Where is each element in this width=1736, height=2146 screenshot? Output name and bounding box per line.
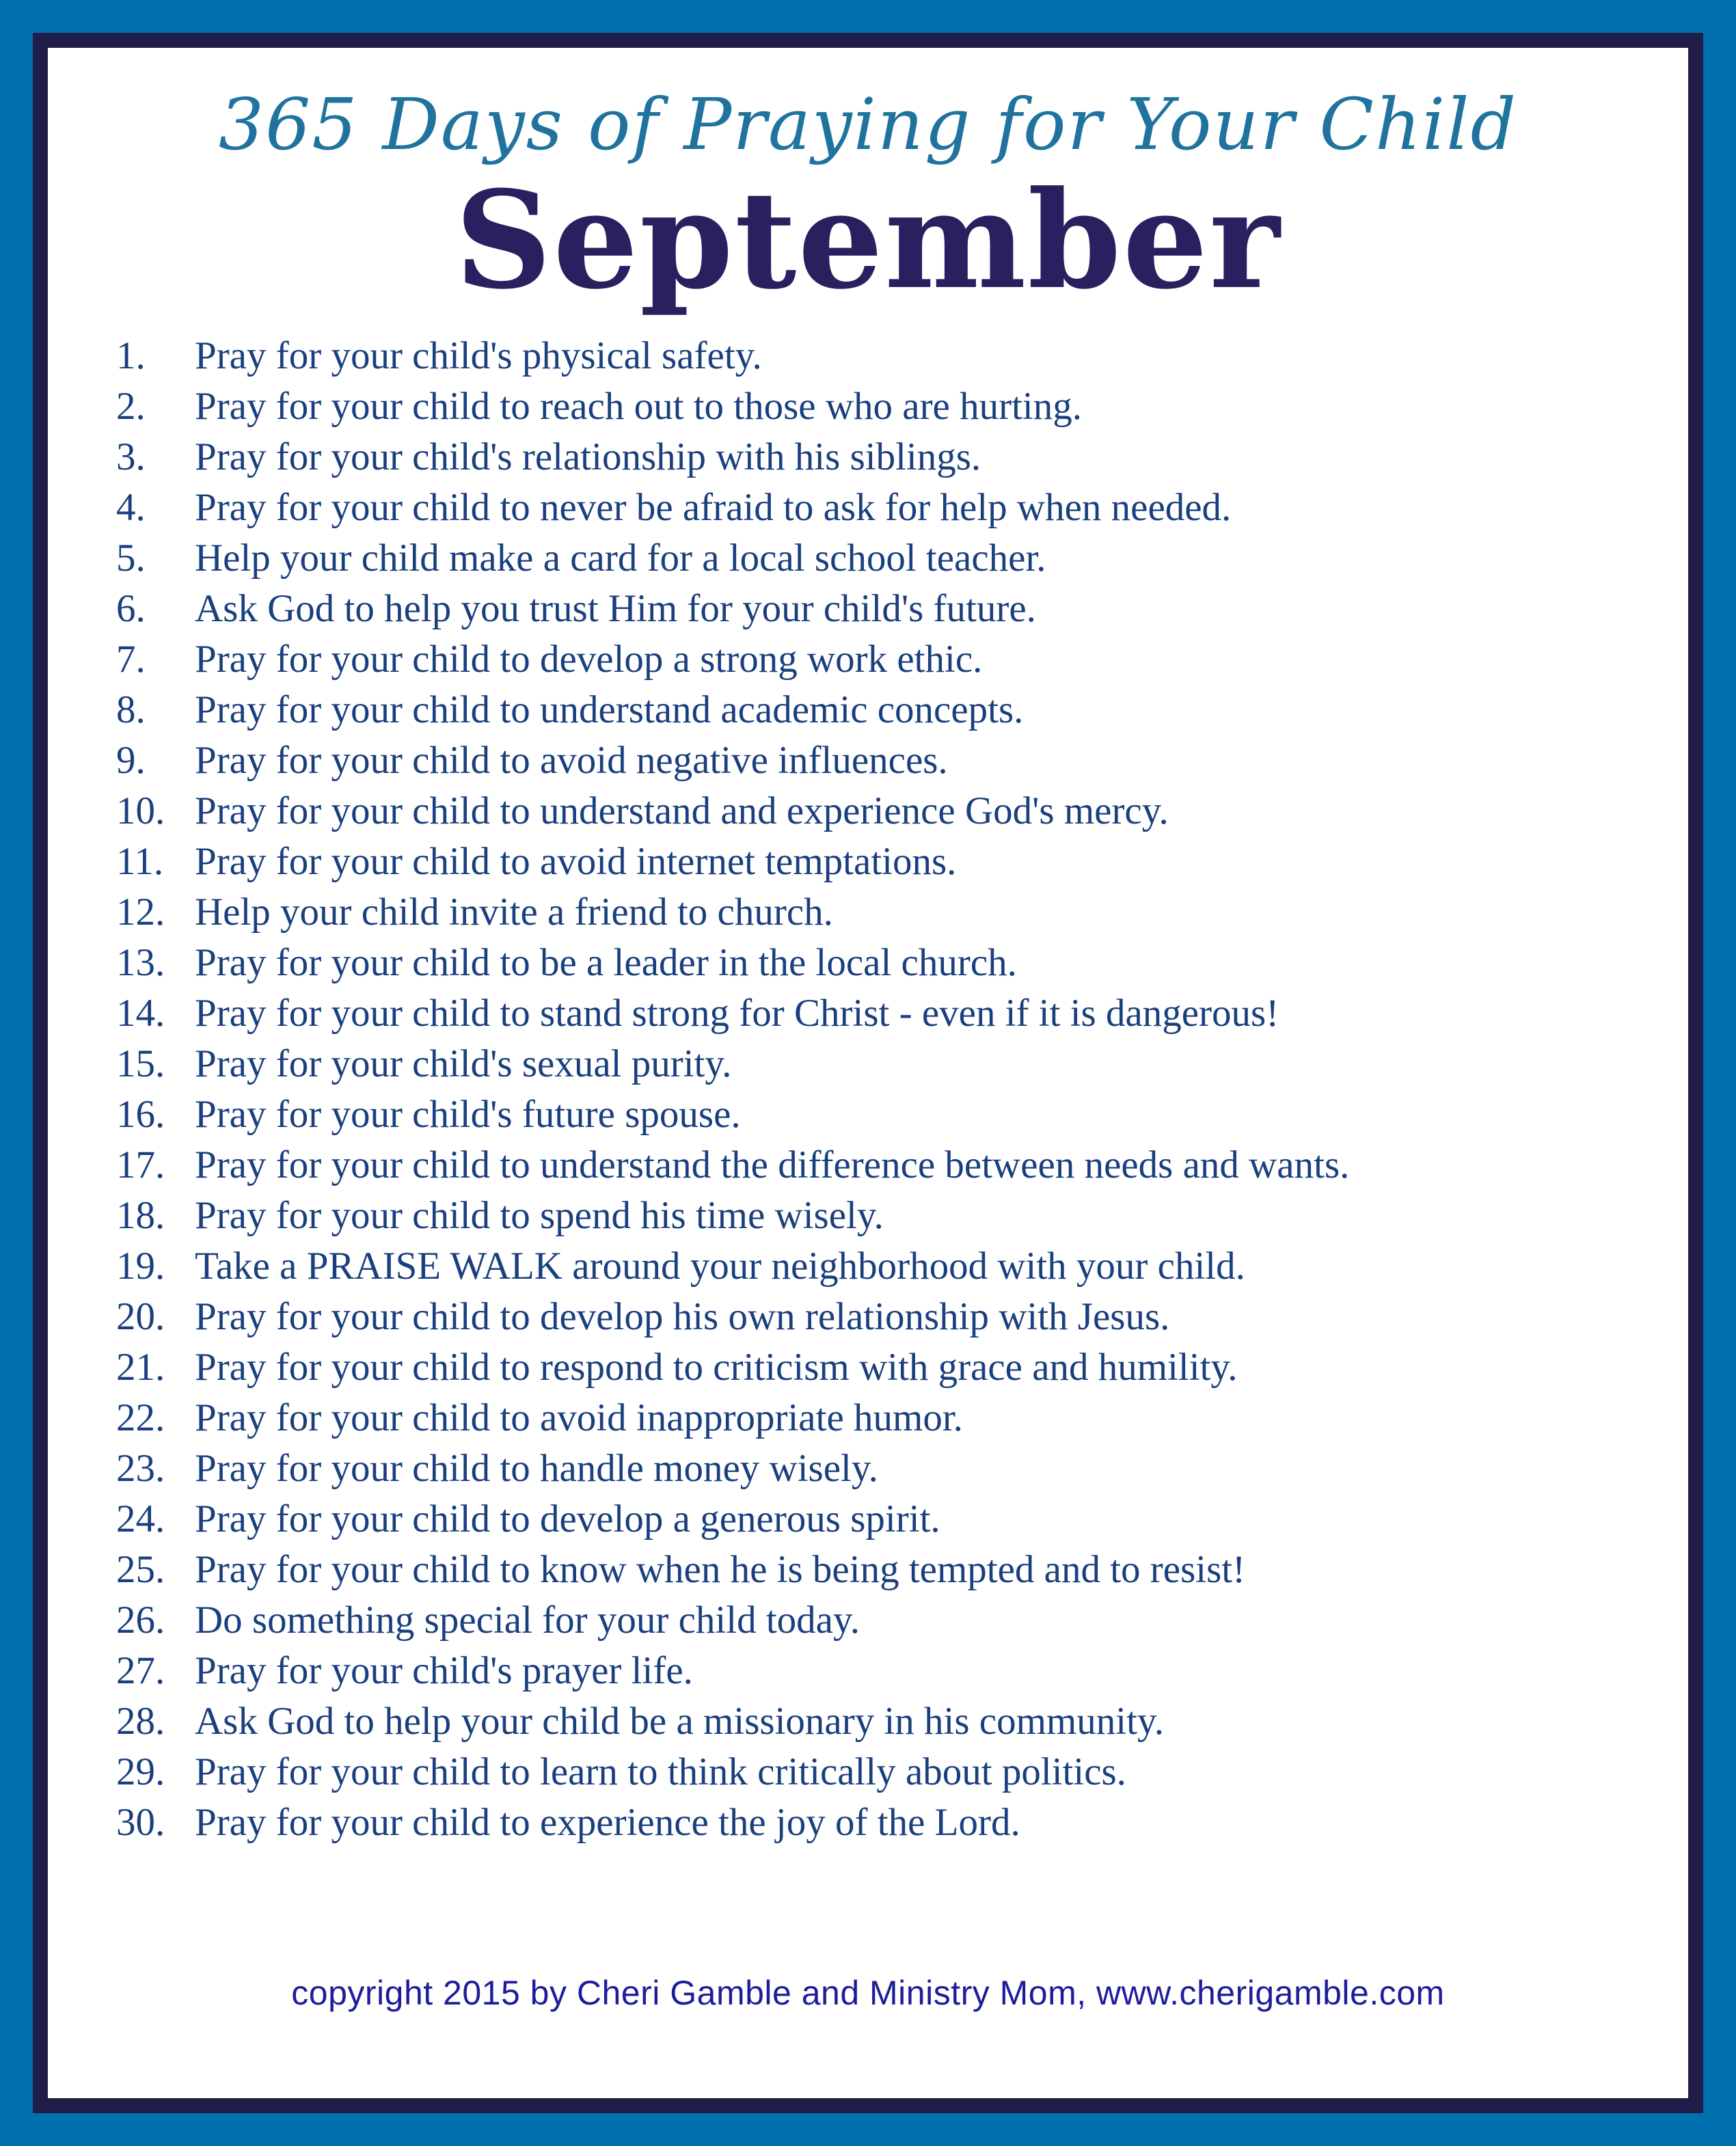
list-item-text: Pray for your child to handle money wisely. xyxy=(195,1447,878,1491)
list-item xyxy=(116,1292,1647,1342)
list-item-text: Pray for your child's sexual purity. xyxy=(195,1042,732,1086)
list-item-number: 1. xyxy=(116,334,146,378)
month-title: September xyxy=(455,162,1281,320)
list-item-number: 3. xyxy=(116,435,146,479)
list-item xyxy=(116,685,1647,735)
list-item xyxy=(116,1039,1647,1089)
list-item-number: 6. xyxy=(116,587,146,631)
list-item xyxy=(116,634,1647,685)
list-item xyxy=(116,786,1647,837)
list-item-text: Pray for your child to develop a strong work ethic. xyxy=(195,638,983,681)
series-title: 365 Days of Praying for Your Child xyxy=(218,83,1518,166)
list-item xyxy=(116,1443,1647,1494)
list-item-text: Pray for your child to stand strong for Christ - even if it is dangerous! xyxy=(195,992,1279,1035)
list-item xyxy=(116,381,1647,432)
list-item-number: 4. xyxy=(116,486,146,530)
list-item-text: Pray for your child to understand academic concepts. xyxy=(195,688,1024,732)
list-item xyxy=(116,1393,1647,1443)
list-item-number: 5. xyxy=(116,536,146,580)
list-item-number: 13. xyxy=(116,941,165,985)
list-item-text: Pray for your child to reach out to those who are hurting. xyxy=(195,385,1083,429)
list-item-number: 10. xyxy=(116,789,165,833)
inner-navy-border xyxy=(33,33,1703,2113)
list-item-text: Pray for your child to never be afraid to ask for help when needed. xyxy=(195,486,1232,530)
list-item-text: Pray for your child to avoid inappropriate humor. xyxy=(195,1396,963,1440)
list-item xyxy=(116,1797,1647,1848)
list-item-text: Help your child make a card for a local school teacher. xyxy=(195,536,1046,580)
list-item-number: 7. xyxy=(116,638,146,681)
list-item xyxy=(116,1595,1647,1646)
list-item xyxy=(116,887,1647,938)
list-item-number: 21. xyxy=(116,1346,165,1389)
list-item-text: Ask God to help your child be a missionary in his community. xyxy=(195,1700,1164,1743)
list-item-number: 28. xyxy=(116,1700,165,1743)
list-item-text: Pray for your child to know when he is being tempted and to resist! xyxy=(195,1548,1246,1592)
list-item-number: 27. xyxy=(116,1649,165,1693)
list-item-number: 15. xyxy=(116,1042,165,1086)
list-item xyxy=(116,988,1647,1039)
list-item-text: Pray for your child to avoid internet temptations. xyxy=(195,840,957,884)
list-item-text: Pray for your child to learn to think critically about politics. xyxy=(195,1750,1126,1794)
list-item-number: 29. xyxy=(116,1750,165,1794)
list-item-number: 8. xyxy=(116,688,146,732)
list-item xyxy=(116,1140,1647,1191)
list-item-text: Pray for your child to avoid negative influences. xyxy=(195,739,948,783)
list-item-number: 17. xyxy=(116,1143,165,1187)
list-item-text: Pray for your child to understand the difference between needs and wants. xyxy=(195,1143,1350,1187)
list-item-number: 24. xyxy=(116,1497,165,1541)
list-item xyxy=(116,1696,1647,1747)
list-item-text: Do something special for your child today. xyxy=(195,1599,860,1642)
list-item-text: Pray for your child to understand and experience God's mercy. xyxy=(195,789,1169,833)
prayer-list xyxy=(116,331,1647,1848)
list-item xyxy=(116,331,1647,381)
list-item xyxy=(116,1494,1647,1545)
list-item xyxy=(116,1545,1647,1595)
list-item xyxy=(116,533,1647,584)
list-item-number: 12. xyxy=(116,891,165,934)
list-item-text: Pray for your child's future spouse. xyxy=(195,1093,741,1137)
list-item-number: 18. xyxy=(116,1194,165,1238)
list-item-number: 26. xyxy=(116,1599,165,1642)
list-item xyxy=(116,1089,1647,1140)
list-item-number: 19. xyxy=(116,1245,165,1288)
list-item-number: 2. xyxy=(116,385,146,429)
list-item-text: Pray for your child's prayer life. xyxy=(195,1649,693,1693)
list-item xyxy=(116,1646,1647,1696)
list-item-number: 22. xyxy=(116,1396,165,1440)
list-item-text: Pray for your child's physical safety. xyxy=(195,334,762,378)
copyright-line: copyright 2015 by Cheri Gamble and Ministry Mom, www.cherigamble.com xyxy=(291,1974,1445,2013)
list-item-text: Pray for your child to respond to criticism with grace and humility. xyxy=(195,1346,1238,1389)
list-item-text: Pray for your child to be a leader in the local church. xyxy=(195,941,1017,985)
list-item-number: 30. xyxy=(116,1801,165,1845)
list-item-text: Ask God to help you trust Him for your child's future. xyxy=(195,587,1036,631)
list-item xyxy=(116,584,1647,634)
list-item xyxy=(116,1241,1647,1292)
page-content xyxy=(48,48,1688,2098)
list-item-number: 14. xyxy=(116,992,165,1035)
list-item-text: Pray for your child's relationship with his siblings. xyxy=(195,435,981,479)
list-item xyxy=(116,432,1647,483)
list-item-text: Pray for your child to develop a generous spirit. xyxy=(195,1497,940,1541)
list-item-number: 20. xyxy=(116,1295,165,1339)
list-item xyxy=(116,938,1647,988)
list-item-number: 23. xyxy=(116,1447,165,1491)
list-item xyxy=(116,1342,1647,1393)
list-item-number: 16. xyxy=(116,1093,165,1137)
list-item-text: Pray for your child to experience the joy of the Lord. xyxy=(195,1801,1020,1845)
list-item-number: 25. xyxy=(116,1548,165,1592)
list-item-text: Help your child invite a friend to church. xyxy=(195,891,833,934)
list-item-number: 11. xyxy=(116,840,164,884)
list-item xyxy=(116,1191,1647,1241)
list-item xyxy=(116,735,1647,786)
list-item xyxy=(116,483,1647,533)
list-item xyxy=(116,837,1647,887)
list-item-text: Pray for your child to spend his time wisely. xyxy=(195,1194,884,1238)
list-item xyxy=(116,1747,1647,1797)
list-item-text: Pray for your child to develop his own relationship with Jesus. xyxy=(195,1295,1170,1339)
list-item-text: Take a PRAISE WALK around your neighborhood with your child. xyxy=(195,1245,1245,1288)
list-item-number: 9. xyxy=(116,739,146,783)
